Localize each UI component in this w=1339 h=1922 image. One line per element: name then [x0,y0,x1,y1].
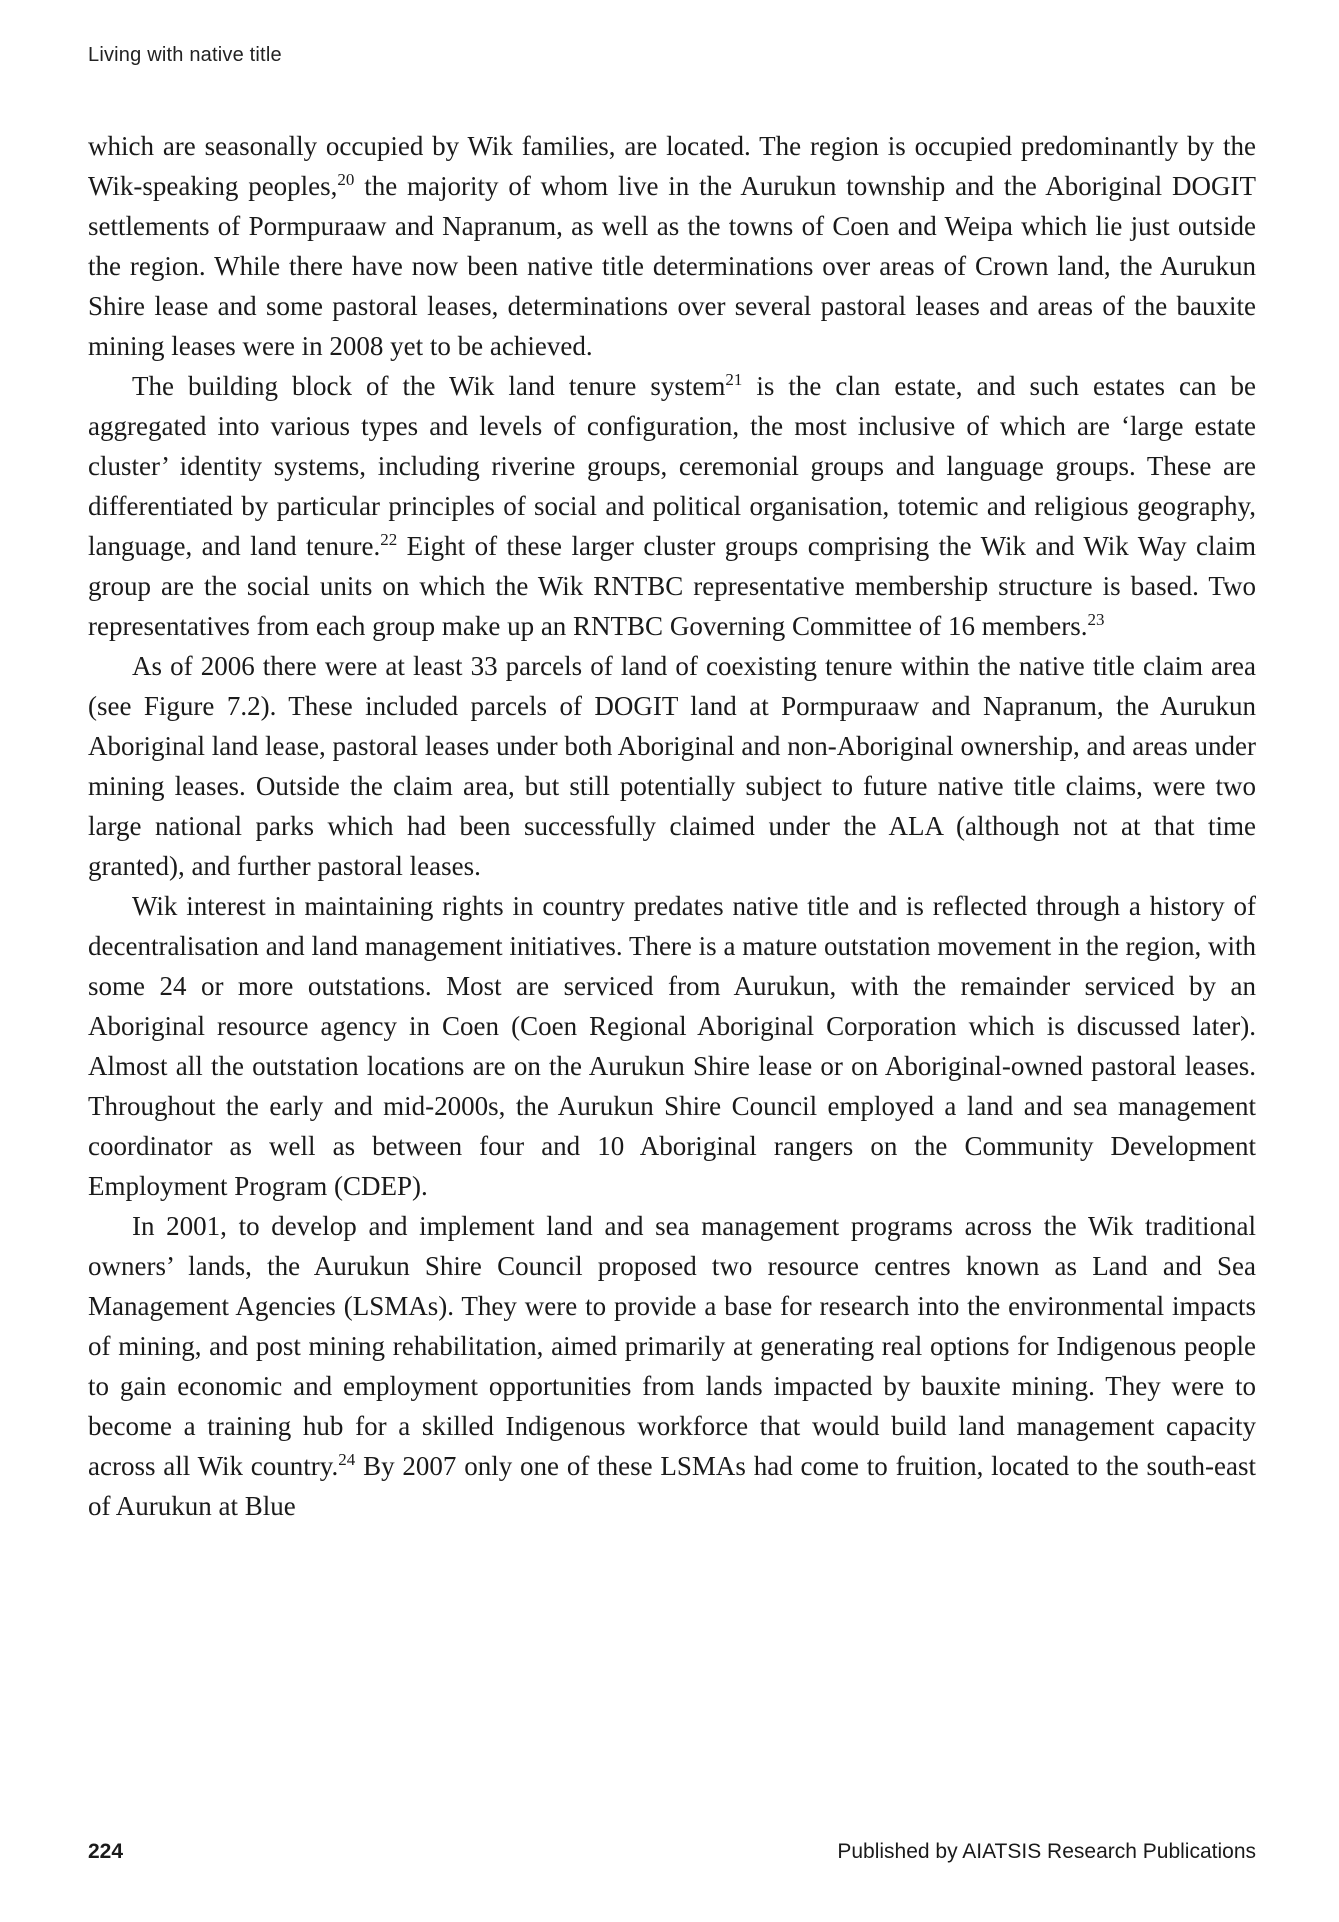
page-number: 224 [88,1840,124,1863]
body-paragraph: Wik interest in maintaining rights in country predates native title and is reflected through a history of decentralisation and land management initiatives. There is a mature outstation movement in the region, with some 24 or more outstations. Most are serviced from Aurukun, with the remainder serviced by an Aboriginal resource agency in Coen (Coen Regional Aboriginal Corporation which is discussed later). Almost all the outstation locations are on the Aurukun Shire lease or on Aboriginal-owned pastoral leases. Throughout the early and mid-2000s, the Aurukun Shire Council employed a land and sea management coordinator as well as between four and 10 Aboriginal rangers on the Community Development Employment Program (CDEP). [88,891,1256,1201]
footnote-ref: 21 [725,370,743,389]
footnote-ref: 22 [380,530,398,549]
footnote-ref: 24 [338,1450,356,1469]
running-header: Living with native title [88,44,282,66]
body-paragraph: The building block of the Wik land tenure system$^{21}$ is the clan estate, and such estates can be aggregated into various types and levels of configuration, the most inclusive of which are ‘large estate cluster’ identity systems, including riverine groups, ceremonial groups and language groups. These are differentiated by particular principles of social and political organisation, totemic and religious geography, language, and land tenure.$^{22}$ Eight of these larger cluster groups comprising the Wik and Wik Way claim group are the social units on which the Wik RNTBC representative membership structure is based. Two representatives from each group make up an RNTBC Governing Committee of 16 members.$^{23}$ [88,370,1256,641]
footnote-ref: 20 [337,170,355,189]
body-text [88,126,1256,1526]
footnote-ref: 23 [1087,610,1105,629]
page-footer [88,1840,1256,1864]
body-paragraph: which are seasonally occupied by Wik families, are located. The region is occupied predominantly by the Wik-speaking peoples,$^{20}$ the majority of whom live in the Aurukun township and the Aboriginal DOGIT settlements of Pormpuraaw and Napranum, as well as the towns of Coen and Weipa which lie just outside the region. While there have now been native title determinations over areas of Crown land, the Aurukun Shire lease and some pastoral leases, determinations over several pastoral leases and areas of the bauxite mining leases were in 2008 yet to be achieved. [88,131,1256,361]
body-paragraph: As of 2006 there were at least 33 parcels of land of coexisting tenure within the native title claim area (see Figure 7.2). These included parcels of DOGIT land at Pormpuraaw and Napranum, the Aurukun Aboriginal land lease, pastoral leases under both Aboriginal and non-Aboriginal ownership, and areas under mining leases. Outside the claim area, but still potentially subject to future native title claims, were two large national parks which had been successfully claimed under the ALA (although not at that time granted), and further pastoral leases. [88,651,1256,881]
publisher-credit: Published by AIATSIS Research Publications [837,1840,1256,1863]
body-paragraph: In 2001, to develop and implement land and sea management programs across the Wik traditional owners’ lands, the Aurukun Shire Council proposed two resource centres known as Land and Sea Management Agencies (LSMAs). They were to provide a base for research into the environmental impacts of mining, and post mining rehabilitation, aimed primarily at generating real options for Indigenous people to gain economic and employment opportunities from lands impacted by bauxite mining. They were to become a training hub for a skilled Indigenous workforce that would build land management capacity across all Wik country.$^{24}$ By 2007 only one of these LSMAs had come to fruition, located to the south-east of Aurukun at Blue [88,1211,1256,1521]
